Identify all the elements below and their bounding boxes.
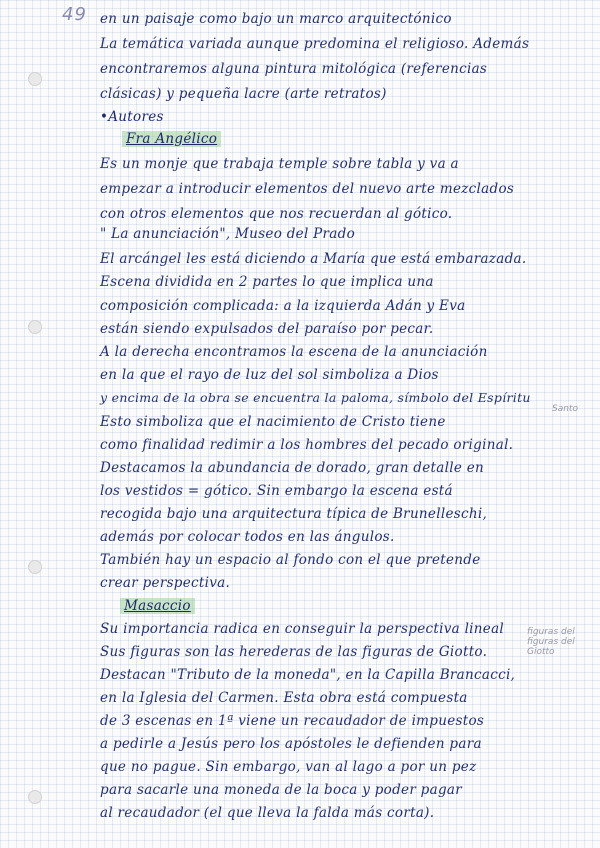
- text-line: También hay un espacio al fondo con el que pretende: [100, 552, 481, 568]
- page-number: 49: [62, 4, 87, 25]
- text-line: A la derecha encontramos la escena de la anunciación: [100, 344, 488, 360]
- text-line: encontraremos alguna pintura mitológica (referencias: [100, 61, 488, 77]
- text-line: recogida bajo una arquitectura típica de Brunelleschi,: [100, 506, 488, 522]
- text-line: están siendo expulsados del paraíso por pecar.: [100, 321, 434, 337]
- text-line: que no pague. Sin embargo, van al lago a por un pez: [100, 759, 477, 775]
- text-line: empezar a introducir elementos del nuevo arte mezclados: [100, 181, 515, 197]
- author-heading-masaccio: [120, 597, 582, 615]
- text-line: a pedirle a Jesús pero los apóstoles le defienden para: [100, 736, 482, 752]
- text-line: Escena dividida en 2 partes lo que implica una: [100, 274, 434, 290]
- text-line: Esto simboliza que el nacimiento de Cristo tiene: [100, 414, 446, 430]
- text-line: para sacarle una moneda de la boca y poder pagar: [100, 782, 462, 798]
- binder-hole: [28, 320, 42, 334]
- text-line: y encima de la obra se encuentra la paloma, símbolo del Espíritu: [100, 390, 531, 405]
- text-line: además por colocar todos en las ángulos.: [100, 529, 395, 545]
- text-line: Es un monje que trabaja temple sobre tabla y va a: [100, 156, 459, 172]
- author-name: Fra Angélico: [122, 131, 221, 147]
- binder-hole: [28, 72, 42, 86]
- text-line: Sus figuras son las herederas de las figuras de Giotto.: [100, 644, 488, 660]
- text-line: en la Iglesia del Carmen. Esta obra está compuesta: [100, 690, 468, 706]
- text-line: en la que el rayo de luz del sol simboliza a Dios: [100, 367, 439, 383]
- text-line: como finalidad redimir a los hombres del pecado original.: [100, 437, 514, 453]
- binder-hole: [28, 560, 42, 574]
- margin-note: Santo: [552, 404, 578, 414]
- text-line: composición complicada: a la izquierda Adán y Eva: [100, 298, 466, 314]
- text-line: los vestidos = gótico. Sin embargo la escena está: [100, 483, 453, 499]
- text-line: de 3 escenas en 1ª viene un recaudador de impuestos: [100, 713, 485, 729]
- text-line: al recaudador (el que lleva la falda más corta).: [100, 805, 435, 821]
- text-line: La temática variada aunque predomina el religioso. Además: [100, 36, 530, 52]
- section-heading-autores: •Autores: [100, 109, 164, 125]
- text-line: Destacamos la abundancia de dorado, gran detalle en: [100, 460, 484, 476]
- text-line: con otros elementos que nos recuerdan al gótico.: [100, 206, 453, 222]
- text-line: crear perspectiva.: [100, 575, 231, 591]
- author-heading-fra-angelico: [122, 130, 582, 148]
- text-line: clásicas) y pequeña lacre (arte retratos): [100, 86, 387, 102]
- text-line: Destacan "Tributo de la moneda", en la Capilla Brancacci,: [100, 667, 516, 683]
- text-line: Su importancia radica en conseguir la perspectiva lineal: [100, 621, 505, 637]
- binder-hole: [28, 790, 42, 804]
- text-line: en un paisaje como bajo un marco arquitectónico: [100, 11, 452, 27]
- text-line: " La anunciación", Museo del Prado: [100, 226, 356, 242]
- text-line: El arcángel les está diciendo a María que está embarazada.: [100, 251, 527, 267]
- author-name: Masaccio: [120, 598, 195, 614]
- margin-note: figuras del figuras del Giotto: [527, 627, 575, 657]
